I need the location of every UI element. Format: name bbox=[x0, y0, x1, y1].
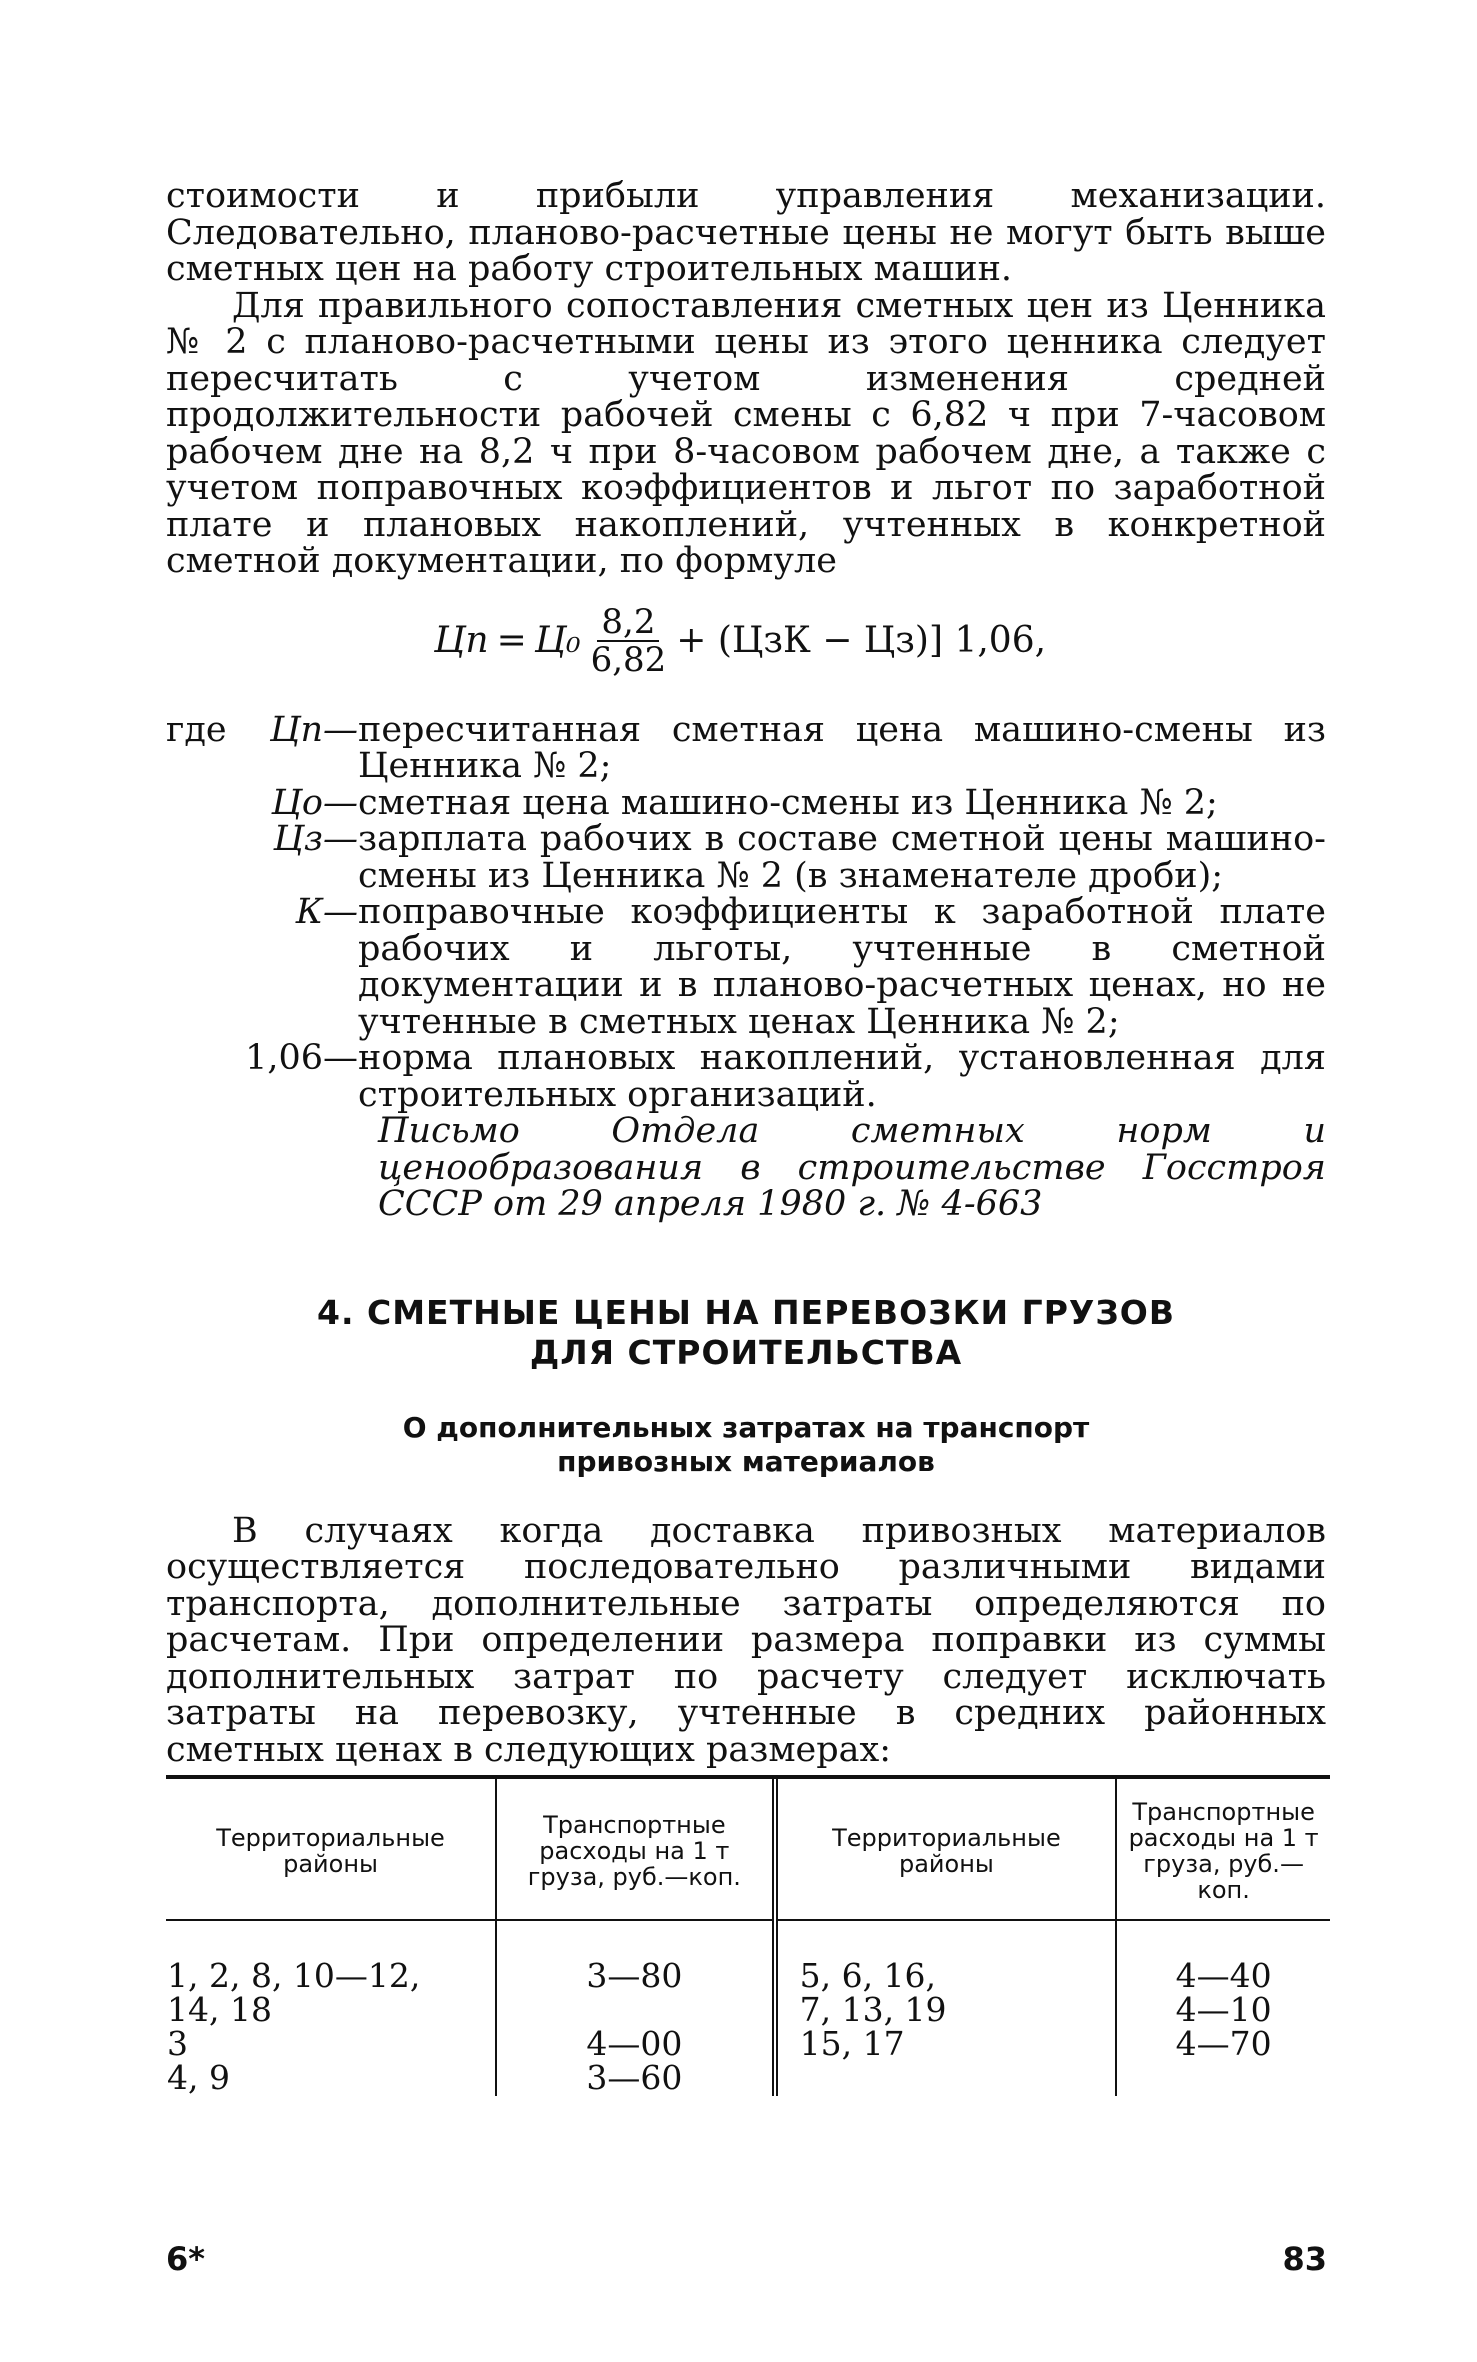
table-header-cell: Территориальные районы bbox=[775, 1779, 1117, 1920]
formula-fraction bbox=[590, 601, 667, 680]
region-line: 14, 18 bbox=[167, 1990, 272, 2029]
region-line: 15, 17 bbox=[799, 2024, 905, 2063]
cost-line: 4—10 bbox=[1175, 1990, 1272, 2029]
cost-line: 4—40 bbox=[1175, 1956, 1272, 1995]
subsection-title-line1: О дополнительных затратах на транспорт bbox=[402, 1410, 1090, 1444]
formula-rest: + (ЦзК − Цз)] 1,06, bbox=[676, 620, 1047, 661]
definition-item bbox=[166, 709, 1326, 786]
paragraph-2: Для правильного сопоставления сметных цен из Ценника № 2 с планово-расчетными цены из этого ценника следует пересчитать с учетом изменения средней продолжительности рабочей смены с 6,82 ч при 7-часовом рабочем дне на 8,2 ч при 8-часовом рабочем дне, а также с учетом поправочных коэффициентов и льгот по заработной плате и плановых накоплений, учтенных в конкретной сметной документации, по формуле bbox=[166, 285, 1326, 581]
region-line: 4, 9 bbox=[167, 2058, 230, 2097]
cost-line: 4—00 bbox=[586, 2024, 683, 2063]
region-line: 7, 13, 19 bbox=[799, 1990, 947, 2029]
definition-key: Цп— bbox=[269, 709, 358, 750]
definition-text: зарплата рабочих в составе сметной цены машино-смены из Ценника № 2 (в знаменателе дроби); bbox=[358, 819, 1326, 896]
section-title bbox=[166, 1293, 1326, 1373]
region-line: 1, 2, 8, 10—12, bbox=[167, 1956, 421, 1995]
definition-text: пересчитанная сметная цена машино-смены из Ценника № 2; bbox=[358, 709, 1326, 786]
table-header-cell: Территориальные районы bbox=[166, 1779, 496, 1920]
section-title-line2: ДЛЯ СТРОИТЕЛЬСТВА bbox=[529, 1332, 963, 1372]
region-line: 3 bbox=[167, 2024, 188, 2063]
definition-text: сметная цена машино-смены из Ценника № 2; bbox=[358, 782, 1218, 823]
definition-text: поправочные коэффициенты к заработной плате рабочих и льготы, учтенные в сметной документации и в планово-расчетных ценах, но не учтенные в сметных ценах Ценника № 2; bbox=[358, 892, 1326, 1042]
definition-key: 1,06— bbox=[245, 1038, 358, 1078]
definition-key: Цо— bbox=[271, 782, 358, 823]
left-regions-cell bbox=[166, 1920, 496, 2096]
definition-key: Цз— bbox=[273, 819, 358, 859]
cost-line: 4—70 bbox=[1175, 2024, 1272, 2063]
page-body bbox=[166, 178, 1326, 1768]
cost-line: 3—80 bbox=[586, 1956, 683, 1995]
cost-line: 3—60 bbox=[586, 2058, 683, 2097]
section-title-line1: 4. СМЕТНЫЕ ЦЕНЫ НА ПЕРЕВОЗКИ ГРУЗОВ bbox=[317, 1292, 1175, 1332]
table-header-row bbox=[166, 1779, 1330, 1920]
formula-eq: = bbox=[496, 620, 527, 661]
definitions-list bbox=[166, 709, 1326, 1115]
where-word: где bbox=[166, 709, 227, 750]
page-number: 83 bbox=[1282, 2240, 1327, 2278]
cost-line bbox=[498, 1993, 771, 2027]
formula bbox=[166, 596, 1326, 686]
definition-item bbox=[166, 821, 1326, 894]
formula-c0: Ц₀ bbox=[534, 620, 581, 661]
table-row bbox=[166, 1920, 1330, 2096]
paragraph-3: В случаях когда доставка привозных материалов осуществляется последовательно различными видами транспорта, дополнительные затраты определяются по расчетам. При определении размера поправки из суммы дополнительных затрат по расчету следует исключать затраты на перевозку, учтенные в средних районных сметных ценах в следующих размерах: bbox=[166, 1510, 1326, 1770]
table-header-cell: Транспортные расходы на 1 т груза, руб.—коп. bbox=[496, 1779, 775, 1920]
right-costs-cell bbox=[1116, 1920, 1330, 2096]
footer-signature-mark: 6* bbox=[166, 2240, 205, 2278]
intro-paragraph: стоимости и прибыли управления механизации. Следовательно, планово-расчетные цены не могут быть выше сметных цен на работу строительных машин. bbox=[166, 176, 1326, 289]
subsection-title bbox=[166, 1411, 1326, 1479]
subsection-title-line2: привозных материалов bbox=[557, 1444, 935, 1478]
region-line: 5, 6, 16, bbox=[799, 1956, 937, 1995]
formula-denominator: 6,82 bbox=[590, 639, 667, 680]
formula-numerator: 8,2 bbox=[597, 604, 659, 642]
definition-item bbox=[166, 1040, 1326, 1113]
definition-item bbox=[166, 782, 1326, 823]
left-costs-cell bbox=[496, 1920, 775, 2096]
right-regions-cell bbox=[775, 1920, 1117, 2096]
source-note: Письмо Отдела сметных норм и ценообразования в строительстве Госстроя СССР от 29 апреля 1980 г. № 4-663 bbox=[378, 1111, 1326, 1224]
transport-cost-table bbox=[166, 1775, 1330, 2096]
formula-lhs: Цп bbox=[434, 620, 489, 661]
table-header-cell: Транспортные расходы на 1 т груза, руб.—коп. bbox=[1116, 1779, 1330, 1920]
definition-key: К— bbox=[295, 892, 358, 932]
definition-text: норма плановых накоплений, установленная для строительных организаций. bbox=[358, 1038, 1326, 1115]
definition-item bbox=[166, 894, 1326, 1040]
